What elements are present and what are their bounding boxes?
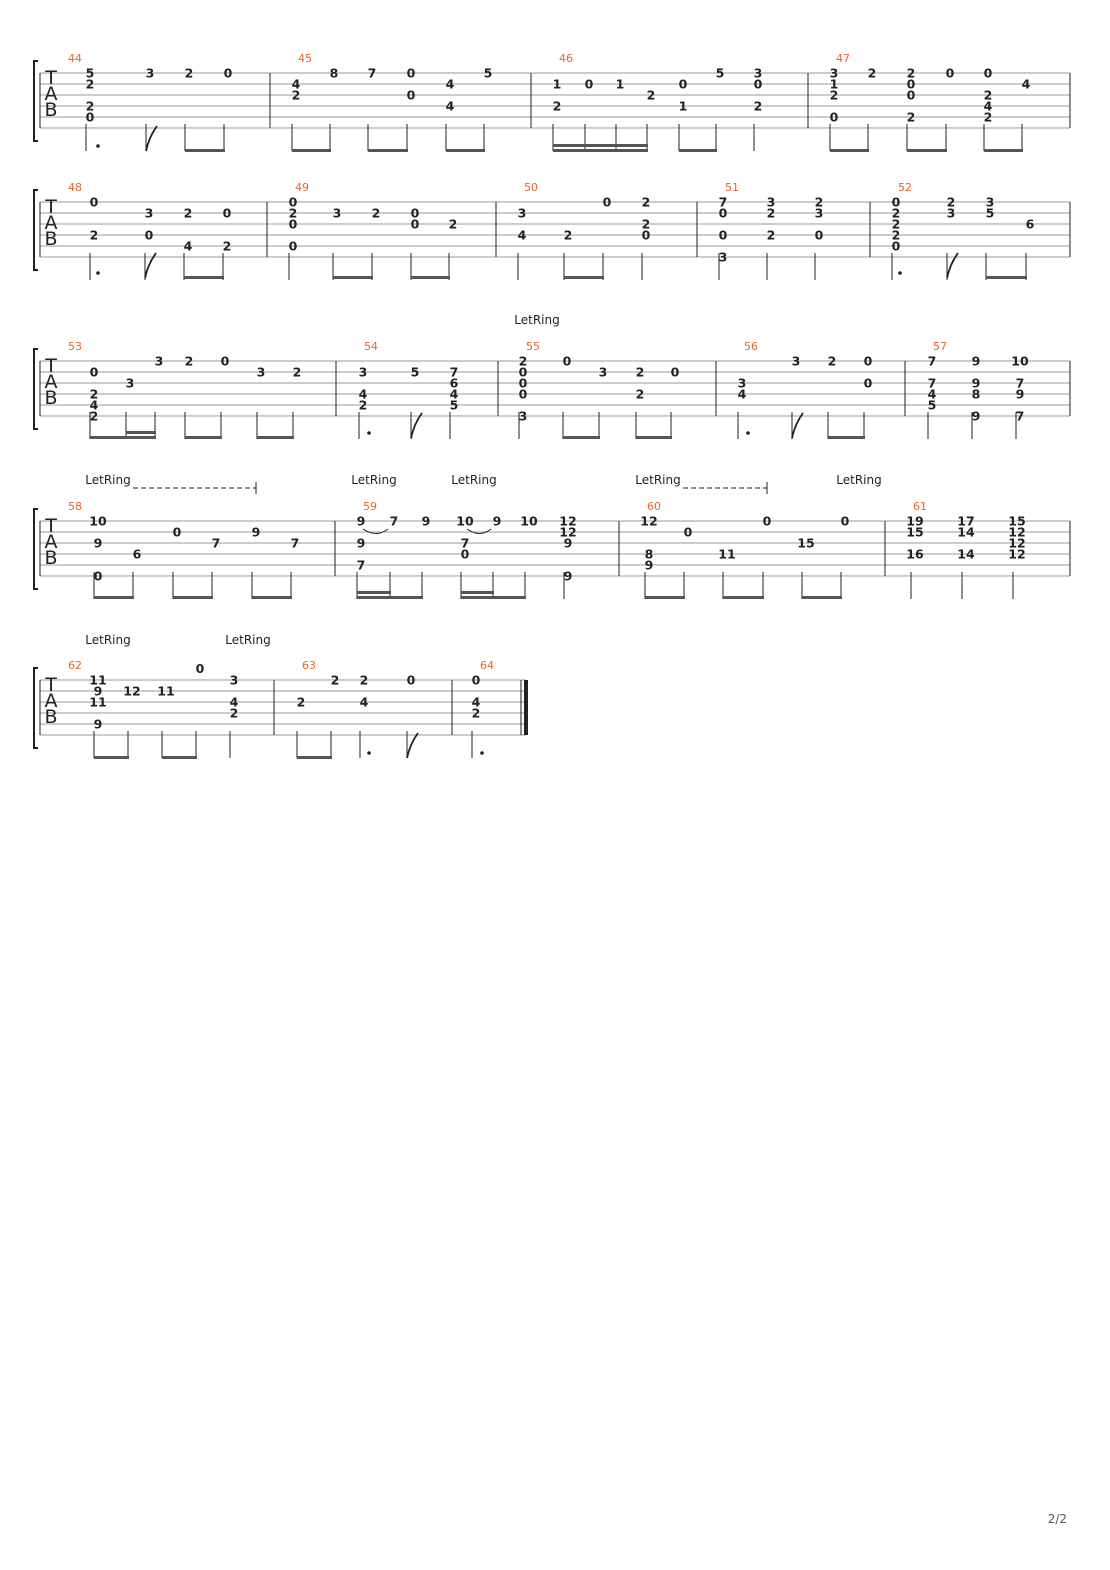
fret-number: 2	[814, 194, 824, 210]
tab-system-2	[34, 181, 1070, 280]
fret-number: 12	[1008, 535, 1026, 551]
fret-number: 12	[1008, 524, 1026, 540]
fret-number: 7	[389, 513, 399, 529]
system-bracket	[34, 668, 38, 748]
fret-number: 9	[563, 568, 573, 584]
fret-number: 0	[406, 65, 416, 81]
measure-number: 59	[363, 500, 377, 513]
rhythm-dot	[746, 431, 750, 435]
fret-number: 8	[971, 386, 981, 402]
fret-number: 0	[891, 238, 901, 254]
fret-number: 2	[471, 705, 481, 721]
beam	[461, 591, 494, 594]
beam	[723, 596, 764, 599]
tab-clef-letter: B	[44, 228, 58, 250]
fret-number: 9	[356, 535, 366, 551]
fret-number: 2	[371, 205, 381, 221]
fret-number: 11	[157, 683, 175, 699]
fret-number: 14	[957, 546, 975, 562]
beam	[292, 149, 331, 152]
beam	[563, 436, 600, 439]
beam	[645, 596, 685, 599]
fret-number: 3	[718, 249, 728, 265]
let-ring-label: LetRing	[85, 473, 131, 487]
fret-number: 7	[211, 535, 221, 551]
fret-number: 4	[229, 694, 239, 710]
fret-number: 2	[827, 353, 837, 369]
system-bracket	[34, 190, 38, 270]
beam	[986, 276, 1027, 279]
fret-number: 11	[89, 672, 107, 688]
beam	[446, 149, 485, 152]
fret-number: 0	[460, 546, 470, 562]
fret-number: 0	[89, 364, 99, 380]
measure-number: 47	[836, 52, 850, 65]
fret-number: 4	[471, 694, 481, 710]
fret-number: 0	[518, 386, 528, 402]
fret-number: 2	[891, 227, 901, 243]
fret-number: 7	[718, 194, 728, 210]
fret-number: 2	[563, 227, 573, 243]
fret-number: 2	[358, 397, 368, 413]
beam	[984, 149, 1023, 152]
fret-number: 0	[683, 524, 693, 540]
fret-number: 3	[154, 353, 164, 369]
fret-number: 19	[906, 513, 924, 529]
tie-arc	[467, 529, 491, 534]
system-bracket	[34, 61, 38, 141]
fret-number: 2	[829, 87, 839, 103]
tab-clef-letter: T	[45, 67, 57, 89]
fret-number: 2	[296, 694, 306, 710]
fret-number: 6	[132, 546, 142, 562]
fret-number: 3	[145, 65, 155, 81]
note-flag	[407, 733, 418, 758]
measure-number: 49	[295, 181, 309, 194]
fret-number: 0	[906, 87, 916, 103]
fret-number: 1	[678, 98, 688, 114]
fret-number: 3	[766, 194, 776, 210]
fret-number: 0	[718, 205, 728, 221]
fret-number: 3	[737, 375, 747, 391]
fret-number: 1	[829, 76, 839, 92]
measure-number: 48	[68, 181, 82, 194]
fret-number: 3	[598, 364, 608, 380]
fret-number: 2	[946, 194, 956, 210]
fret-number: 0	[814, 227, 824, 243]
page-number: 2/2	[1047, 1512, 1067, 1526]
tab-system-5	[34, 633, 526, 759]
fret-number: 10	[89, 513, 107, 529]
fret-number: 8	[644, 546, 654, 562]
fret-number: 0	[762, 513, 772, 529]
fret-number: 17	[957, 513, 975, 529]
beam	[357, 591, 391, 594]
fret-number: 5	[85, 65, 95, 81]
fret-number: 12	[640, 513, 658, 529]
beam	[830, 149, 869, 152]
fret-number: 1	[552, 76, 562, 92]
fret-number: 3	[358, 364, 368, 380]
fret-number: 2	[766, 227, 776, 243]
tab-clef-letter: B	[44, 547, 58, 569]
fret-number: 2	[85, 98, 95, 114]
beam	[636, 436, 672, 439]
beam	[828, 436, 865, 439]
fret-number: 2	[766, 205, 776, 221]
fret-number: 0	[678, 76, 688, 92]
fret-number: 16	[906, 546, 924, 562]
fret-number: 2	[753, 98, 763, 114]
fret-number: 7	[1015, 375, 1025, 391]
fret-number: 7	[290, 535, 300, 551]
fret-number: 9	[971, 408, 981, 424]
fret-number: 4	[927, 386, 937, 402]
fret-number: 0	[93, 568, 103, 584]
fret-number: 2	[291, 87, 301, 103]
beam	[162, 756, 197, 759]
fret-number: 0	[144, 227, 154, 243]
fret-number: 2	[288, 205, 298, 221]
let-ring-label: LetRing	[225, 633, 271, 647]
fret-number: 7	[449, 364, 459, 380]
fret-number: 9	[971, 353, 981, 369]
fret-number: 10	[520, 513, 538, 529]
tab-clef-letter: A	[44, 531, 58, 553]
fret-number: 2	[983, 109, 993, 125]
beam	[252, 596, 292, 599]
fret-number: 3	[946, 205, 956, 221]
fret-number: 4	[737, 386, 747, 402]
tab-clef-letter: B	[44, 706, 58, 728]
fret-number: 2	[184, 65, 194, 81]
fret-number: 2	[646, 87, 656, 103]
beam	[297, 756, 332, 759]
fret-number: 0	[288, 194, 298, 210]
fret-number: 12	[1008, 546, 1026, 562]
tab-clef-letter: A	[44, 83, 58, 105]
tab-clef-letter: T	[45, 515, 57, 537]
fret-number: 7	[1015, 408, 1025, 424]
fret-number: 0	[829, 109, 839, 125]
fret-number: 4	[1021, 76, 1031, 92]
fret-number: 9	[93, 535, 103, 551]
beam	[333, 276, 373, 279]
fret-number: 2	[867, 65, 877, 81]
beam	[461, 596, 526, 599]
fret-number: 6	[449, 375, 459, 391]
fret-number: 0	[288, 238, 298, 254]
let-ring-label: LetRing	[351, 473, 397, 487]
fret-number: 9	[93, 716, 103, 732]
system-bracket	[34, 349, 38, 429]
fret-number: 0	[172, 524, 182, 540]
rhythm-dot	[367, 431, 371, 435]
let-ring-label: LetRing	[635, 473, 681, 487]
fret-number: 8	[329, 65, 339, 81]
fret-number: 0	[641, 227, 651, 243]
measure-number: 46	[559, 52, 573, 65]
note-flag	[411, 413, 422, 438]
fret-number: 2	[359, 672, 369, 688]
tab-clef-letter: T	[45, 674, 57, 696]
beam	[90, 436, 156, 439]
let-ring-label: LetRing	[514, 313, 560, 327]
fret-number: 0	[840, 513, 850, 529]
tab-clef-letter: T	[45, 355, 57, 377]
fret-number: 3	[518, 408, 528, 424]
system-bracket	[34, 509, 38, 589]
fret-number: 9	[563, 535, 573, 551]
fret-number: 3	[753, 65, 763, 81]
fret-number: 2	[635, 364, 645, 380]
measure-number: 64	[480, 659, 494, 672]
fret-number: 3	[125, 375, 135, 391]
fret-number: 0	[983, 65, 993, 81]
fret-number: 7	[927, 375, 937, 391]
fret-number: 2	[518, 353, 528, 369]
fret-number: 5	[449, 397, 459, 413]
fret-number: 0	[220, 353, 230, 369]
fret-number: 0	[945, 65, 955, 81]
fret-number: 15	[906, 524, 924, 540]
beam	[173, 596, 213, 599]
fret-number: 2	[552, 98, 562, 114]
fret-number: 14	[957, 524, 975, 540]
fret-number: 2	[330, 672, 340, 688]
fret-number: 15	[797, 535, 815, 551]
fret-number: 0	[670, 364, 680, 380]
fret-number: 4	[445, 76, 455, 92]
beam	[553, 149, 648, 152]
fret-number: 0	[406, 87, 416, 103]
rhythm-dot	[367, 751, 371, 755]
fret-number: 0	[195, 661, 205, 676]
tab-clef-letter: T	[45, 196, 57, 218]
measure-number: 51	[725, 181, 739, 194]
tab-system-3	[34, 313, 1070, 439]
fret-number: 9	[356, 513, 366, 529]
fret-number: 2	[635, 386, 645, 402]
fret-number: 5	[410, 364, 420, 380]
fret-number: 5	[927, 397, 937, 413]
fret-number: 4	[359, 694, 369, 710]
fret-number: 0	[863, 375, 873, 391]
fret-number: 0	[562, 353, 572, 369]
measure-number: 44	[68, 52, 82, 65]
fret-number: 0	[718, 227, 728, 243]
fret-number: 10	[1011, 353, 1029, 369]
fret-number: 4	[445, 98, 455, 114]
fret-number: 7	[356, 557, 366, 573]
note-flag	[146, 126, 157, 151]
beam	[907, 149, 947, 152]
fret-number: 3	[985, 194, 995, 210]
measure-number: 61	[913, 500, 927, 513]
beam	[184, 276, 224, 279]
fret-number: 0	[602, 194, 612, 210]
tab-clef-letter: A	[44, 212, 58, 234]
measure-number: 56	[744, 340, 758, 353]
fret-number: 2	[891, 205, 901, 221]
fret-number: 4	[517, 227, 527, 243]
fret-number: 3	[791, 353, 801, 369]
beam	[126, 431, 156, 434]
fret-number: 2	[891, 216, 901, 232]
measure-number: 53	[68, 340, 82, 353]
fret-number: 0	[518, 364, 528, 380]
tab-system-1	[34, 52, 1070, 152]
beam	[368, 149, 408, 152]
beam	[185, 436, 222, 439]
fret-number: 2	[906, 109, 916, 125]
fret-number: 0	[906, 76, 916, 92]
fret-number: 7	[367, 65, 377, 81]
fret-number: 7	[460, 535, 470, 551]
measure-number: 63	[302, 659, 316, 672]
measure-number: 57	[933, 340, 947, 353]
measure-number: 50	[524, 181, 538, 194]
fret-number: 2	[229, 705, 239, 721]
rhythm-dot	[96, 271, 100, 275]
rhythm-dot	[96, 144, 100, 148]
fret-number: 2	[222, 238, 232, 254]
fret-number: 2	[183, 205, 193, 221]
tab-system-4	[34, 473, 1070, 599]
fret-number: 9	[93, 683, 103, 699]
fret-number: 0	[223, 65, 233, 81]
fret-number: 3	[829, 65, 839, 81]
beam-secondary	[553, 144, 648, 147]
tab-clef-letter: A	[44, 690, 58, 712]
fret-number: 0	[410, 216, 420, 232]
measure-number: 52	[898, 181, 912, 194]
tab-clef-letter: B	[44, 99, 58, 121]
fret-number: 2	[906, 65, 916, 81]
fret-number: 12	[559, 513, 577, 529]
fret-number: 2	[641, 194, 651, 210]
beam	[185, 149, 225, 152]
measure-number: 45	[298, 52, 312, 65]
beam	[564, 276, 604, 279]
fret-number: 0	[753, 76, 763, 92]
fret-number: 1	[615, 76, 625, 92]
beam	[802, 596, 842, 599]
fret-number: 0	[584, 76, 594, 92]
fret-number: 2	[89, 408, 99, 424]
fret-number: 9	[251, 524, 261, 540]
measure-number: 55	[526, 340, 540, 353]
fret-number: 0	[89, 194, 99, 210]
let-ring-label: LetRing	[85, 633, 131, 647]
rhythm-dot	[898, 271, 902, 275]
fret-number: 0	[891, 194, 901, 210]
fret-number: 3	[256, 364, 266, 380]
note-flag	[792, 413, 803, 438]
fret-number: 3	[517, 205, 527, 221]
fret-number: 0	[518, 375, 528, 391]
beam	[679, 149, 717, 152]
tab-clef-letter: A	[44, 371, 58, 393]
fret-number: 4	[291, 76, 301, 92]
fret-number: 5	[483, 65, 493, 81]
measure-number: 54	[364, 340, 378, 353]
fret-number: 4	[183, 238, 193, 254]
fret-number: 15	[1008, 513, 1026, 529]
fret-number: 2	[89, 227, 99, 243]
fret-number: 2	[89, 386, 99, 402]
fret-number: 6	[1025, 216, 1035, 232]
beam	[94, 756, 129, 759]
fret-number: 2	[448, 216, 458, 232]
beam	[257, 436, 294, 439]
fret-number: 4	[449, 386, 459, 402]
fret-number: 0	[410, 205, 420, 221]
fret-number: 0	[406, 672, 416, 688]
fret-number: 2	[641, 216, 651, 232]
fret-number: 4	[983, 98, 993, 114]
beam	[357, 596, 423, 599]
fret-number: 0	[222, 205, 232, 221]
let-ring-label: LetRing	[836, 473, 882, 487]
fret-number: 5	[985, 205, 995, 221]
fret-number: 0	[288, 216, 298, 232]
fret-number: 7	[927, 353, 937, 369]
tie-arc	[363, 529, 388, 534]
measure-number: 58	[68, 500, 82, 513]
measure-number: 62	[68, 659, 82, 672]
tab-clef-letter: B	[44, 387, 58, 409]
fret-number: 9	[421, 513, 431, 529]
fret-number: 3	[814, 205, 824, 221]
fret-number: 2	[184, 353, 194, 369]
fret-number: 4	[89, 397, 99, 413]
fret-number: 11	[89, 694, 107, 710]
rhythm-dot	[480, 751, 484, 755]
fret-number: 3	[229, 672, 239, 688]
let-ring-label: LetRing	[451, 473, 497, 487]
fret-number: 0	[863, 353, 873, 369]
measure-number: 60	[647, 500, 661, 513]
fret-number: 10	[456, 513, 474, 529]
fret-number: 2	[292, 364, 302, 380]
fret-number: 12	[559, 524, 577, 540]
beam	[411, 276, 450, 279]
fret-number: 9	[492, 513, 502, 529]
fret-number: 2	[983, 87, 993, 103]
fret-number: 2	[85, 76, 95, 92]
fret-number: 11	[718, 546, 736, 562]
fret-number: 0	[85, 109, 95, 125]
fret-number: 9	[644, 557, 654, 573]
fret-number: 3	[144, 205, 154, 221]
fret-number: 0	[471, 672, 481, 688]
fret-number: 9	[1015, 386, 1025, 402]
beam	[94, 596, 134, 599]
fret-number: 4	[358, 386, 368, 402]
fret-number: 3	[332, 205, 342, 221]
fret-number: 5	[715, 65, 725, 81]
fret-number: 12	[123, 683, 141, 699]
fret-number: 9	[971, 375, 981, 391]
